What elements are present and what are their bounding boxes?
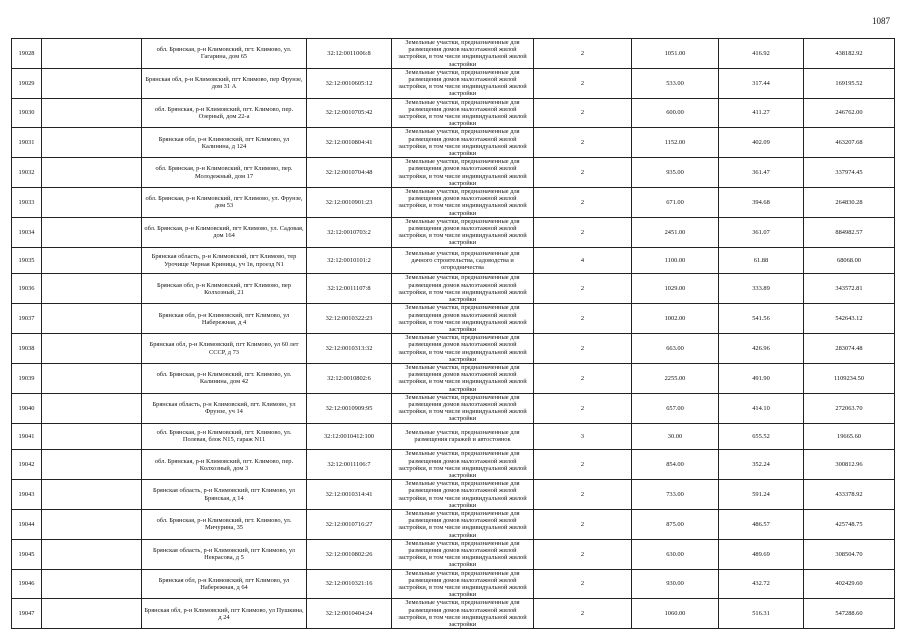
- unit-value-cell: 333.89: [719, 274, 804, 304]
- row-number-cell: 19038: [12, 334, 42, 364]
- land-use-cell: Земельные участки, предназначенные для размещения домов малоэтажной жилой застройки, в том числе индивидуальной жилой застройки: [392, 274, 534, 304]
- address-cell: обл. Брянская, р-н Климовский, пгт. Климово, ул. Калинина, дом 42: [142, 363, 307, 393]
- table-row: [12, 363, 895, 393]
- area-cell: 1051.00: [632, 39, 719, 69]
- land-use-cell: Земельные участки, предназначенные для размещения домов малоэтажной жилой застройки, в том числе индивидуальной жилой застройки: [392, 363, 534, 393]
- land-use-cell: Земельные участки, предназначенные для размещения домов малоэтажной жилой застройки, в том числе индивидуальной жилой застройки: [392, 450, 534, 480]
- area-cell: 630.00: [632, 539, 719, 569]
- row-number-cell: 19030: [12, 98, 42, 128]
- land-use-cell: Земельные участки, предназначенные для размещения домов малоэтажной жилой застройки, в том числе индивидуальной жилой застройки: [392, 509, 534, 539]
- row-number-cell: 19035: [12, 247, 42, 274]
- address-cell: Брянская обл, р-н Климовский, пгт Климово, ул Калинина, д 124: [142, 128, 307, 158]
- empty-cell: [42, 128, 142, 158]
- empty-cell: [42, 599, 142, 629]
- table-row: [12, 68, 895, 98]
- unit-value-cell: 426.96: [719, 334, 804, 364]
- table-row: [12, 334, 895, 364]
- table-row: [12, 274, 895, 304]
- row-number-cell: 19034: [12, 217, 42, 247]
- address-cell: Брянская область, р-н Климовский, пгт Климово, ул Некрасова, д 5: [142, 539, 307, 569]
- area-cell: 875.00: [632, 509, 719, 539]
- cadastral-number-cell: 32:12:0010404:24: [307, 599, 392, 629]
- unit-value-cell: 394.68: [719, 188, 804, 218]
- row-number-cell: 19042: [12, 450, 42, 480]
- table-row: [12, 569, 895, 599]
- category-cell: 2: [534, 98, 632, 128]
- category-cell: 2: [534, 39, 632, 69]
- table-row: [12, 450, 895, 480]
- category-cell: 2: [534, 188, 632, 218]
- unit-value-cell: 486.57: [719, 509, 804, 539]
- table-row: [12, 128, 895, 158]
- address-cell: Брянская область, р-н Климовский, пгт Климово, ул Брянская, д 14: [142, 480, 307, 510]
- unit-value-cell: 61.88: [719, 247, 804, 274]
- address-cell: Брянская обл, р-н Климовский, пгт Климово, пер Фрунзе, дом 31 А: [142, 68, 307, 98]
- cadastral-value-cell: 300812.96: [804, 450, 895, 480]
- cadastral-number-cell: 32:12:0010704:48: [307, 158, 392, 188]
- table-row: [12, 188, 895, 218]
- table-row: [12, 304, 895, 334]
- empty-cell: [42, 39, 142, 69]
- row-number-cell: 19045: [12, 539, 42, 569]
- area-cell: 1002.00: [632, 304, 719, 334]
- cadastral-value-cell: 402429.60: [804, 569, 895, 599]
- empty-cell: [42, 393, 142, 423]
- row-number-cell: 19029: [12, 68, 42, 98]
- area-cell: 1029.00: [632, 274, 719, 304]
- empty-cell: [42, 334, 142, 364]
- address-cell: обл. Брянская, р-н Климовский, пгт Климово, пер. Молодежный, дом 17: [142, 158, 307, 188]
- area-cell: 854.00: [632, 450, 719, 480]
- row-number-cell: 19043: [12, 480, 42, 510]
- cadastral-value-cell: 425748.75: [804, 509, 895, 539]
- table-row: [12, 39, 895, 69]
- category-cell: 2: [534, 128, 632, 158]
- cadastral-value-cell: 547288.60: [804, 599, 895, 629]
- cadastral-value-cell: 438182.92: [804, 39, 895, 69]
- category-cell: 2: [534, 334, 632, 364]
- empty-cell: [42, 247, 142, 274]
- empty-cell: [42, 188, 142, 218]
- category-cell: 2: [534, 569, 632, 599]
- cadastral-value-table: [11, 38, 895, 629]
- empty-cell: [42, 509, 142, 539]
- table-row: [12, 509, 895, 539]
- unit-value-cell: 432.72: [719, 569, 804, 599]
- cadastral-number-cell: 32:12:0010703:2: [307, 217, 392, 247]
- cadastral-number-cell: 32:12:0010322:23: [307, 304, 392, 334]
- address-cell: обл. Брянская, р-н Климовский, пгт. Климово, пер. Колхозный, дом 3: [142, 450, 307, 480]
- cadastral-number-cell: 32:12:0010804:41: [307, 128, 392, 158]
- empty-cell: [42, 569, 142, 599]
- area-cell: 533.00: [632, 68, 719, 98]
- category-cell: 2: [534, 480, 632, 510]
- cadastral-value-cell: 463207.68: [804, 128, 895, 158]
- unit-value-cell: 317.44: [719, 68, 804, 98]
- unit-value-cell: 361.07: [719, 217, 804, 247]
- land-use-cell: Земельные участки, предназначенные для размещения домов малоэтажной жилой застройки, в том числе индивидуальной жилой застройки: [392, 98, 534, 128]
- table-row: [12, 480, 895, 510]
- cadastral-number-cell: 32:12:0011006:8: [307, 39, 392, 69]
- cadastral-number-cell: 32:12:0010802:6: [307, 363, 392, 393]
- row-number-cell: 19044: [12, 509, 42, 539]
- cadastral-number-cell: 32:12:0010705:42: [307, 98, 392, 128]
- table-row: [12, 247, 895, 274]
- empty-cell: [42, 480, 142, 510]
- unit-value-cell: 655.52: [719, 423, 804, 450]
- area-cell: 600.00: [632, 98, 719, 128]
- category-cell: 2: [534, 274, 632, 304]
- land-use-cell: Земельные участки, предназначенные для размещения домов малоэтажной жилой застройки, в том числе индивидуальной жилой застройки: [392, 334, 534, 364]
- empty-cell: [42, 217, 142, 247]
- area-cell: 930.00: [632, 569, 719, 599]
- category-cell: 2: [534, 363, 632, 393]
- address-cell: обл. Брянская, р-н Климовский, пгт Климово, ул. Садовая, дом 164: [142, 217, 307, 247]
- cadastral-number-cell: 32:12:0011106:7: [307, 450, 392, 480]
- row-number-cell: 19033: [12, 188, 42, 218]
- cadastral-value-cell: 542643.12: [804, 304, 895, 334]
- table-row: [12, 393, 895, 423]
- cadastral-value-cell: 19665.60: [804, 423, 895, 450]
- cadastral-value-cell: 68068.00: [804, 247, 895, 274]
- land-use-cell: Земельные участки, предназначенные для размещения домов малоэтажной жилой застройки, в том числе индивидуальной жилой застройки: [392, 569, 534, 599]
- address-cell: Брянская обл, р-н Климовский, пгт Климово, ул 60 лет СССР, д 73: [142, 334, 307, 364]
- row-number-cell: 19028: [12, 39, 42, 69]
- unit-value-cell: 516.31: [719, 599, 804, 629]
- land-use-cell: Земельные участки, предназначенные для размещения домов малоэтажной жилой застройки, в том числе индивидуальной жилой застройки: [392, 539, 534, 569]
- unit-value-cell: 491.90: [719, 363, 804, 393]
- address-cell: обл. Брянская, р-н Климовский, пгт. Климово, ул. Полевая, блок N15, гараж N11: [142, 423, 307, 450]
- land-use-cell: Земельные участки, предназначенные для размещения домов малоэтажной жилой застройки, в том числе индивидуальной жилой застройки: [392, 188, 534, 218]
- cadastral-number-cell: 32:12:0010605:12: [307, 68, 392, 98]
- cadastral-number-cell: 32:12:0010314:41: [307, 480, 392, 510]
- address-cell: обл. Брянская, р-н Климовский, пгт. Климово, пер. Озерный, дом 22-а: [142, 98, 307, 128]
- land-use-cell: Земельные участки, предназначенные для размещения гаражей и автостоянок: [392, 423, 534, 450]
- area-cell: 30.00: [632, 423, 719, 450]
- unit-value-cell: 541.56: [719, 304, 804, 334]
- address-cell: обл. Брянская, р-н Климовский, пгт. Климово, ул. Гагарина, дом 65: [142, 39, 307, 69]
- category-cell: 2: [534, 450, 632, 480]
- empty-cell: [42, 423, 142, 450]
- empty-cell: [42, 450, 142, 480]
- category-cell: 2: [534, 217, 632, 247]
- cadastral-value-cell: 337974.45: [804, 158, 895, 188]
- cadastral-number-cell: 32:12:0011107:8: [307, 274, 392, 304]
- address-cell: Брянская область, р-н Климовский, пгт. Климово, ул Фрунзе, уч 14: [142, 393, 307, 423]
- land-use-cell: Земельные участки, предназначенные для размещения домов малоэтажной жилой застройки, в том числе индивидуальной жилой застройки: [392, 39, 534, 69]
- address-cell: Брянская область, р-н Климовский, пгт Климово, тер Урочище Черная Криница, уч 1в, проезд N1: [142, 247, 307, 274]
- row-number-cell: 19037: [12, 304, 42, 334]
- land-use-cell: Земельные участки, предназначенные для размещения домов малоэтажной жилой застройки, в том числе индивидуальной жилой застройки: [392, 393, 534, 423]
- page-number: 1087: [872, 16, 890, 26]
- area-cell: 1060.00: [632, 599, 719, 629]
- cadastral-value-cell: 169195.52: [804, 68, 895, 98]
- cadastral-value-cell: 308504.70: [804, 539, 895, 569]
- unit-value-cell: 414.10: [719, 393, 804, 423]
- land-use-cell: Земельные участки, предназначенные для размещения домов малоэтажной жилой застройки, в том числе индивидуальной жилой застройки: [392, 304, 534, 334]
- category-cell: 2: [534, 304, 632, 334]
- category-cell: 3: [534, 423, 632, 450]
- land-use-cell: Земельные участки, предназначенные для размещения домов малоэтажной жилой застройки, в том числе индивидуальной жилой застройки: [392, 599, 534, 629]
- empty-cell: [42, 363, 142, 393]
- area-cell: 1152.00: [632, 128, 719, 158]
- empty-cell: [42, 274, 142, 304]
- empty-cell: [42, 539, 142, 569]
- land-use-cell: Земельные участки, предназначенные для размещения домов малоэтажной жилой застройки, в том числе индивидуальной жилой застройки: [392, 158, 534, 188]
- cadastral-number-cell: 32:12:0010716:27: [307, 509, 392, 539]
- cadastral-value-cell: 272063.70: [804, 393, 895, 423]
- cadastral-value-cell: 433378.92: [804, 480, 895, 510]
- area-cell: 671.00: [632, 188, 719, 218]
- empty-cell: [42, 158, 142, 188]
- cadastral-number-cell: 32:12:0010901:23: [307, 188, 392, 218]
- cadastral-number-cell: 32:12:0010313:32: [307, 334, 392, 364]
- area-cell: 2255.00: [632, 363, 719, 393]
- cadastral-value-cell: 264830.28: [804, 188, 895, 218]
- land-use-cell: Земельные участки, предназначенные для дачного строительства, садоводства и огородничества: [392, 247, 534, 274]
- category-cell: 2: [534, 158, 632, 188]
- area-cell: 663.00: [632, 334, 719, 364]
- cadastral-value-cell: 283074.48: [804, 334, 895, 364]
- unit-value-cell: 402.09: [719, 128, 804, 158]
- table-row: [12, 599, 895, 629]
- unit-value-cell: 361.47: [719, 158, 804, 188]
- address-cell: обл. Брянская, р-н Климовский, пгт. Климово, ул. Мичурина, 35: [142, 509, 307, 539]
- category-cell: 2: [534, 68, 632, 98]
- empty-cell: [42, 98, 142, 128]
- land-use-cell: Земельные участки, предназначенные для размещения домов малоэтажной жилой застройки, в том числе индивидуальной жилой застройки: [392, 68, 534, 98]
- area-cell: 2451.00: [632, 217, 719, 247]
- cadastral-number-cell: 32:12:0010909:95: [307, 393, 392, 423]
- area-cell: 733.00: [632, 480, 719, 510]
- category-cell: 2: [534, 393, 632, 423]
- empty-cell: [42, 68, 142, 98]
- unit-value-cell: 411.27: [719, 98, 804, 128]
- row-number-cell: 19047: [12, 599, 42, 629]
- cadastral-value-cell: 343572.81: [804, 274, 895, 304]
- row-number-cell: 19046: [12, 569, 42, 599]
- table-row: [12, 539, 895, 569]
- table-row: [12, 98, 895, 128]
- area-cell: 935.00: [632, 158, 719, 188]
- unit-value-cell: 489.69: [719, 539, 804, 569]
- unit-value-cell: 416.92: [719, 39, 804, 69]
- row-number-cell: 19040: [12, 393, 42, 423]
- table-row: [12, 217, 895, 247]
- empty-cell: [42, 304, 142, 334]
- area-cell: 657.00: [632, 393, 719, 423]
- cadastral-value-cell: 1109234.50: [804, 363, 895, 393]
- cadastral-number-cell: 32:12:0010802:26: [307, 539, 392, 569]
- category-cell: 2: [534, 599, 632, 629]
- cadastral-number-cell: 32:12:0010101:2: [307, 247, 392, 274]
- category-cell: 4: [534, 247, 632, 274]
- land-use-cell: Земельные участки, предназначенные для размещения домов малоэтажной жилой застройки, в том числе индивидуальной жилой застройки: [392, 217, 534, 247]
- row-number-cell: 19041: [12, 423, 42, 450]
- address-cell: Брянская обл, р-н Климовский, пгт Климово, ул Набережная, д 64: [142, 569, 307, 599]
- address-cell: Брянская обл, р-н Климовский, пгт Климово, ул Пушкина, д 24: [142, 599, 307, 629]
- cadastral-number-cell: 32:12:0010412:100: [307, 423, 392, 450]
- row-number-cell: 19039: [12, 363, 42, 393]
- address-cell: обл. Брянская, р-н Климовский, пгт Климово, ул. Фрунзе, дом 53: [142, 188, 307, 218]
- address-cell: Брянская обл, р-н Климовский, пгт Климово, пер Колхозный, 21: [142, 274, 307, 304]
- area-cell: 1100.00: [632, 247, 719, 274]
- cadastral-value-cell: 884982.57: [804, 217, 895, 247]
- unit-value-cell: 352.24: [719, 450, 804, 480]
- address-cell: Брянская обл, р-н Климовский, пгт Климово, ул Набережная, д 4: [142, 304, 307, 334]
- row-number-cell: 19036: [12, 274, 42, 304]
- cadastral-number-cell: 32:12:0010321:16: [307, 569, 392, 599]
- category-cell: 2: [534, 539, 632, 569]
- land-use-cell: Земельные участки, предназначенные для размещения домов малоэтажной жилой застройки, в том числе индивидуальной жилой застройки: [392, 480, 534, 510]
- table-row: [12, 158, 895, 188]
- table-row: [12, 423, 895, 450]
- row-number-cell: 19032: [12, 158, 42, 188]
- unit-value-cell: 591.24: [719, 480, 804, 510]
- land-use-cell: Земельные участки, предназначенные для размещения домов малоэтажной жилой застройки, в том числе индивидуальной жилой застройки: [392, 128, 534, 158]
- category-cell: 2: [534, 509, 632, 539]
- row-number-cell: 19031: [12, 128, 42, 158]
- cadastral-value-cell: 246762.00: [804, 98, 895, 128]
